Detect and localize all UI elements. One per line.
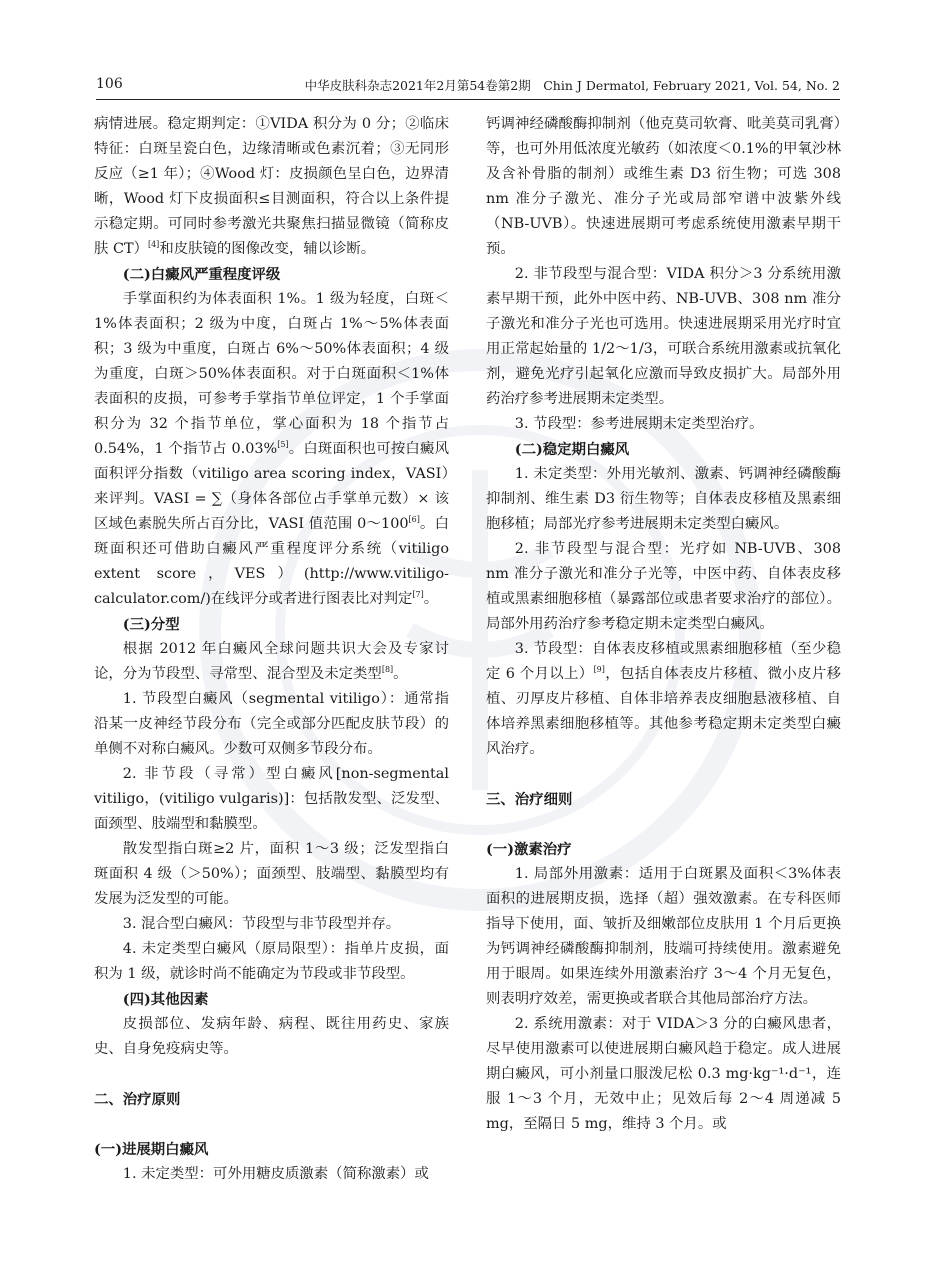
paragraph: 2. 非节段型与混合型：光疗如 NB-UVB、308 nm 准分子激光和准分子光等，中医中药、自体表皮移植或黑素细胞移植（暴露部位或患者要求治疗的部位）。局部外用药治疗参考稳定期未定类型白癜风。 (486, 541, 841, 632)
paragraph: 1. 节段型白癜风（segmental vitiligo）：通常指沿某一皮神经节段分布（完全或部分匹配皮肤节段）的单侧不对称白癜风。少数可双侧多节段分布。 (94, 691, 449, 757)
running-head: 中华皮肤科杂志2021年2月第54卷第2期 Chin J Dermatol, February 2021, Vol. 54, No. 2 (304, 78, 840, 93)
citation[interactable]: [5] (277, 440, 289, 450)
section-heading: (二)稳定期白癜风 (514, 441, 630, 458)
paragraph: 3. 节段型：自体表皮移植或黑素细胞移植（至少稳定 6 个月以上）[9]，包括自体表皮片移植、微小皮片移植、刃厚皮片移植、自体非培养表皮细胞悬液移植、自体培养黑素细胞移植等。其他参考稳定期未定类型白癜风治疗。 (486, 641, 841, 757)
page-number: 106 (96, 76, 123, 92)
paragraph: 手掌面积约为体表面积 1%。1 级为轻度，白斑＜1%体表面积；2 级为中度，白斑占 1%～5%体表面积；3 级为中重度，白斑占 6%～50%体表面积；4 级为重度，白斑＞50%体表面积。对于白斑面积＜1%体表面积的皮损，可参考手掌指节单位评定，1 个手掌面积分为 32 个指节单位，掌心面积为 18 个指节占 0.54%，1 个指节占 0.03%[5]。白斑面积也可按白癜风面积评分指数（vitiligo area scoring index，VASI）来评判。VASI = ∑（身体各部位占手掌单元数）× 该区域色素脱失所占百分比，VASI 值范围 0～100[6]。白斑面积还可借助白癜风严重程度评分系统（vitiligo extent score，VES）(http://www.vitiligo-calculator.com/)在线评分或者进行图表比对判定[7]。 (94, 291, 449, 607)
paragraph: 4. 未定类型白癜风（原局限型）：指单片皮损，面积为 1 级，就诊时尚不能确定为节段或非节段型。 (94, 941, 449, 982)
section-heading: (一)进展期白癜风 (94, 1141, 209, 1158)
citation[interactable]: [8] (381, 665, 394, 675)
citation[interactable]: [7] (412, 590, 424, 600)
paragraph: 3. 混合型白癜风：节段型与非节段型并存。 (122, 916, 401, 932)
paragraph: 1. 未定类型：可外用糖皮质激素（简称激素）或 (122, 1166, 429, 1182)
right-column (486, 112, 841, 1137)
header-rule (96, 99, 840, 100)
section-heading: (二)白癜风严重程度评级 (122, 266, 281, 283)
chapter-heading: 三、治疗细则 (486, 791, 573, 808)
paragraph: 2. 系统用激素：对于 VIDA＞3 分的白癜风患者，尽早使用激素可以使进展期白癜风趋于稳定。成人进展期白癜风，可小剂量口服泼尼松 0.3 mg·kg⁻¹·d⁻¹，连服 1～3 个月，无效中止；见效后每 2～4 周递减 5 mg，至隔日 5 mg，维持 3 个月。或 (486, 1016, 841, 1132)
citation[interactable]: [6] (408, 515, 420, 525)
citation[interactable]: [4] (147, 240, 160, 250)
citation[interactable]: [9] (593, 665, 605, 675)
paragraph: 钙调神经磷酸酶抑制剂（他克莫司软膏、吡美莫司乳膏）等，也可外用低浓度光敏药（如浓度＜0.1%的甲氧沙林及含补骨脂的制剂）或维生素 D3 衍生物；可选 308 nm 准分子激光、准分子光或局部窄谱中波紫外线（NB-UVB）。快速进展期可考虑系统使用激素早期干预。 (486, 116, 841, 257)
chapter-heading: 二、治疗原则 (94, 1091, 181, 1108)
paragraph: 3. 节段型：参考进展期未定类型治疗。 (514, 416, 764, 432)
left-column (94, 112, 449, 1187)
section-heading: (一)激素治疗 (486, 841, 572, 858)
paragraph: 散发型指白斑≥2 片，面积 1～3 级；泛发型指白斑面积 4 级（＞50%）；面颈型、肢端型、黏膜型均有发展为泛发型的可能。 (94, 841, 449, 907)
paragraph: 病情进展。稳定期判定：①VIDA 积分为 0 分；②临床特征：白斑呈瓷白色，边缘清晰或色素沉着；③无同形反应（≥1 年）；④Wood 灯：皮损颜色呈白色，边界清晰，Wood 灯下皮损面积≤目测面积，符合以上条件提示稳定期。可同时参考激光共聚焦扫描显微镜（简称皮肤 CT）[4]和皮肤镜的图像改变，辅以诊断。 (94, 116, 449, 257)
paragraph: 2. 非节段型与混合型：VIDA 积分＞3 分系统用激素早期干预，此外中医中药、NB-UVB、308 nm 准分子激光和准分子光也可选用。快速进展期采用光疗时宜用正常起始量的 1/2～1/3，可联合系统用激素或抗氧化剂，避免光疗引起氧化应激而导致皮损扩大。局部外用药治疗参考进展期未定类型。 (486, 266, 841, 407)
paragraph: 根据 2012 年白癜风全球问题共识大会及专家讨论，分为节段型、寻常型、混合型及未定类型[8]。 (94, 641, 449, 682)
paragraph: 1. 局部外用激素：适用于白斑累及面积＜3%体表面积的进展期皮损，选择（超）强效激素。在专科医师指导下使用，面、皱折及细嫩部位皮肤用 1 个月后更换为钙调神经磷酸酶抑制剂，肢端可持续使用。激素避免用于眼周。如果连续外用激素治疗 3～4 个月无复色，则表明疗效差，需更换或者联合其他局部治疗方法。 (486, 866, 841, 1007)
section-heading: (三)分型 (122, 616, 180, 633)
paragraph: 皮损部位、发病年龄、病程、既往用药史、家族史、自身免疫病史等。 (94, 1016, 449, 1057)
paragraph: 1. 未定类型：外用光敏剂、激素、钙调神经磷酸酶抑制剂、维生素 D3 衍生物等；自体表皮移植及黑素细胞移植；局部光疗参考进展期未定类型白癜风。 (486, 466, 841, 532)
section-heading: (四)其他因素 (122, 991, 209, 1008)
page-header (96, 76, 840, 98)
paragraph: 2. 非节段（寻常）型白癜风[non-segmental vitiligo，(vitiligo vulgaris)]：包括散发型、泛发型、面颈型、肢端型和黏膜型。 (94, 766, 449, 832)
